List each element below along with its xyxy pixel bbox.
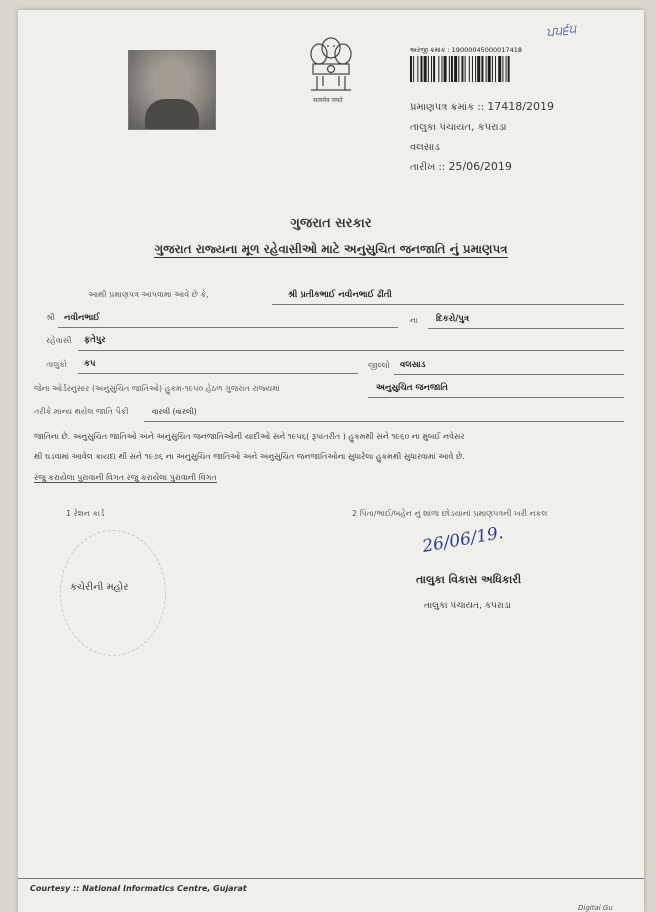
barcode-bar [424,56,427,82]
evidence-heading [34,473,217,483]
father-prefix: શ્રી [46,313,55,322]
certificate-number-label: પ્રમાણપત્ર ક્રમાંક :: [410,102,485,113]
officer-title: તાલુકા વિકાસ અધિકારી [416,573,522,586]
certificate-number-row [410,100,554,113]
intro-label: આથી પ્રમાણપત્ર આપવામાં આવે છે કે, [88,290,209,299]
handwritten-note: ਪ੫੬੫ [545,21,578,42]
barcode-bar [417,56,418,82]
barcode-bar [444,56,447,82]
date-value: 25/06/2019 [448,160,512,173]
barcode-bar [442,56,443,82]
barcode-bar [413,56,414,82]
courtesy-text: Courtesy :: National Informatics Centre, Gujarat [30,884,247,893]
certificate-page [18,10,644,912]
applicant-name: શ્રી પ્રતીકભાઈ નવીનભાઈ ઢીંતી [288,290,392,300]
evidence-heading-text: રજુ કરાયેલા પુરાવાની વિગત રજુ કરાયેલા પુરાવાની વિગત [34,473,217,482]
barcode-bar [498,56,501,82]
certificate-title-text: ગુજરાત રાજ્યના મૂળ રહેવાસીઓ માટે અનુસુચિત જનજાતિ નું પ્રમાણપત્ર [154,242,508,256]
barcode-bar [502,56,503,82]
barcode-bar [488,56,491,82]
barcode-bar [475,56,476,82]
barcode-bar [421,56,423,82]
legal-paragraph-line-2: થી ઘડવામાં આવેલ કાયદા થી સને ૧૯૭૬ ના અનુસુચિત જાતિઓ અને અનુસુચિત જનજાતિઓના સુધારેલા હુકમથી સુધારવામાં આવે છે. [34,452,465,461]
document-item-1: 1 રેશન કાર્ડ [66,509,105,518]
footer-divider [18,878,644,879]
certificate-title [18,242,644,257]
barcode-bar [486,56,487,82]
date-label: તારીખ :: [410,162,446,173]
order-label: જેના ઓર્ડરનુસાર (અનુસુચિત જાતિઓ) હુકમ-૧૯૫૦ હેઠળ ગુજરાત રાજ્યમાં [34,384,280,393]
officer-place: તાલુકા પંચાયત, કપરાડા [424,601,511,611]
father-name: નવીનભાઈ [64,313,100,323]
emblem-caption: सत्यमेव जयते [313,97,343,104]
taluka-value: કપ [84,359,96,369]
barcode-bar [433,56,435,82]
date-row [410,160,512,173]
relation-label: ના [410,316,418,325]
barcode-bar [428,56,429,82]
office-seal [60,530,166,656]
district-value: વલસાડ [400,360,426,370]
barcode-bar [481,56,483,82]
barcode-bar [438,56,439,82]
district-label: જીલ્લો [368,361,390,370]
office-line-1: તાલુકા પંચાયત, કપરાડા [410,122,507,133]
taluka-label: તાલુકો [46,360,67,369]
document-item-2: 2 પિતા/ભાઈ/બહેન નું શાળા છોડયાનાં પ્રમાણપત્રની ખરી નકલ [352,509,548,518]
barcode-bar [492,56,493,82]
resident-value: ફતેપુર [84,335,106,345]
barcode [410,56,574,82]
officer-signature: 26/06/19. [420,523,505,557]
barcode-bar [458,56,459,82]
barcode-bar [477,56,480,82]
barcode-bar [469,56,470,82]
barcode-bar [461,56,463,82]
order-value: અનુસુચિત જનજાતિ [376,383,448,393]
barcode-label: અરજી ક્રમાંક : 19000045000017418 [410,46,522,54]
relation-value: દિકરો/પુત્ર [436,314,470,324]
recognized-label: તરીકે માન્ય થયેલ જાતિ પૈકી [34,407,129,416]
barcode-bar [451,56,453,82]
certificate-number: 17418/2019 [487,100,554,113]
seal-label: કચેરીની મહોર [70,582,129,593]
applicant-photo [128,50,216,130]
barcode-bar [410,56,412,82]
resident-label: રહેવાસી [46,336,72,345]
barcode-bar [495,56,496,82]
government-title: ગુજરાત સરકાર [290,216,372,231]
barcode-bar [506,56,507,82]
barcode-bar [449,56,450,82]
photo-face [156,63,188,103]
barcode-bar [454,56,457,82]
barcode-bar [472,56,473,82]
barcode-bar [508,56,510,82]
national-emblem-icon [303,32,359,102]
corner-watermark-text: Digital Gu [578,904,613,912]
barcode-bar [465,56,466,82]
barcode-bar [431,56,432,82]
legal-paragraph-line-1: જાતિના છે. અનુસુચિત જાતિઓ અને અનુસુચિત જનજાતિઓની યાદીઓ સને ૧૯૫૬( રૂપાંતરીત ) હુકમથી સને ૧૯૬૦ ના મુંબઈ નવેસર [34,432,465,441]
office-line-2: વલસાડ [410,142,440,153]
photo-body [145,99,199,129]
recognized-value: વારલી (વારલી) [152,407,197,416]
